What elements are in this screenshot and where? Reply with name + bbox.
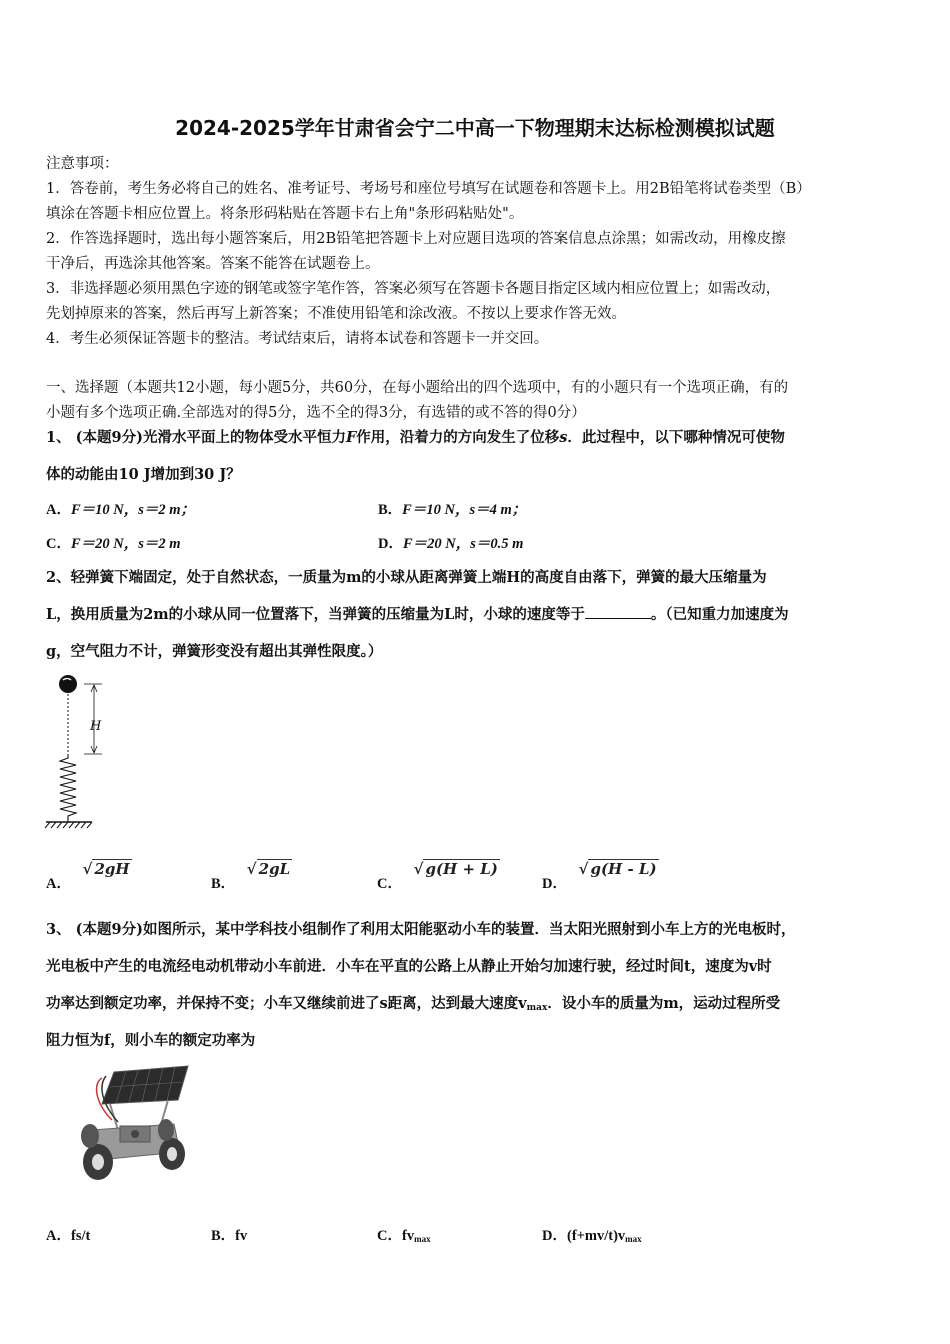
q3-option-b[interactable]: B．fv <box>211 1228 248 1244</box>
page-title: 2024-2025学年甘肃省会宁二中高一下物理期末达标检测模拟试题 <box>175 116 775 140</box>
q3-stem-line3 <box>46 992 780 1013</box>
section-heading: 一、选择题（本题共12小题，每小题5分，共60分，在每小题给出的四个选项中，有的小题只有一个选项正确，有的 <box>46 380 789 396</box>
q3-stem-line1: 3、 (本题9分)如图所示，某中学科技小组制作了利用太阳能驱动小车的装置．当太阳光照射到小车上方的光电板时， <box>46 921 796 938</box>
q2-option-d[interactable]: D． √ g(H - L) <box>542 860 657 892</box>
q2-stem-text: L，换用质量为2m的小球从同一位置落下，当弹簧的压缩量为L时，小球的速度等于 <box>46 606 585 623</box>
sqrt-expr: g(H - L) <box>590 860 657 878</box>
q2-stem-line3: g，空气阻力不计，弹簧形变没有超出其弹性限度。） <box>46 643 383 660</box>
q3-option-c[interactable]: C．$fv_{max}$ <box>377 1228 431 1244</box>
notice-line: 干净后，再选涂其他答案。答案不能答在试题卷上。 <box>46 256 380 272</box>
sqrt-expr: 2gH <box>94 860 130 878</box>
q2-option-a[interactable]: A． √ 2gH <box>46 860 130 892</box>
q3-subscript: max <box>526 1003 548 1013</box>
q1-stem-text: ．此过程中，以下哪种情况可使物 <box>567 429 785 446</box>
notice-heading: 注意事项： <box>46 156 119 172</box>
q1-var-s: s <box>559 429 568 446</box>
q3-stem-text: ．设小车的质量为m，运动过程所受 <box>547 995 781 1012</box>
section-heading: 小题有多个选项正确.全部选对的得5分，选不全的得3分，有选错的或不答的得0分） <box>46 405 586 421</box>
wheel-icon <box>158 1119 174 1141</box>
spring-figure <box>44 672 114 832</box>
q1-stem-line2: 体的动能由10 J增加到30 J？ <box>46 466 241 483</box>
q1-option-d[interactable]: D．F＝20 N，s＝0.5 m <box>378 536 524 552</box>
sqrt-expr: g(H + L) <box>425 860 498 878</box>
q1-stem-text: 1、 (本题9分)光滑水平面上的物体受水平恒力 <box>46 429 346 446</box>
q1-stem-text: 作用，沿着力的方向发生了位移 <box>356 429 560 446</box>
q2-option-c[interactable]: C． √ g(H + L) <box>377 860 498 892</box>
q3-stem-line4: 阻力恒为f，则小车的额定功率为 <box>46 1032 256 1049</box>
notice-line: 4．考生必须保证答题卡的整洁。考试结束后，请将本试卷和答题卡一并交回。 <box>46 331 549 347</box>
ball-icon <box>59 675 77 693</box>
notice-line: 2．作答选择题时，选出每小题答案后，用2B铅笔把答题卡上对应题目选项的答案信息点涂黑；如需改动，用橡皮擦 <box>46 231 786 247</box>
q2-stem-text: 。（已知重力加速度为 <box>650 606 789 623</box>
sqrt-expr: 2gL <box>258 860 291 878</box>
notice-line: 1．答卷前，考生务必将自己的姓名、准考证号、考场号和座位号填写在试题卷和答题卡上。用2B铅笔将试卷类型（B） <box>46 181 811 197</box>
q3-stem-line2: 光电板中产生的电流经电动机带动小车前进．小车在平直的公路上从静止开始匀加速行驶，经过时间t，速度为v时 <box>46 958 772 975</box>
q1-stem-line1 <box>46 426 785 447</box>
q2-stem-line2 <box>46 603 789 624</box>
notice-line: 填涂在答题卡相应位置上。将条形码粘贴在答题卡右上角"条形码粘贴处"。 <box>46 206 524 222</box>
q2-option-b[interactable]: B． √ 2gL <box>211 860 291 892</box>
solar-car-figure <box>72 1064 194 1188</box>
wheel-icon <box>81 1124 99 1148</box>
q3-option-d[interactable]: D．$(f+mv/t)v_{max}$ <box>542 1228 642 1244</box>
solar-panel-icon <box>102 1066 188 1104</box>
notice-line: 先划掉原来的答案，然后再写上新答案；不准使用铅笔和涂改液。不按以上要求作答无效。 <box>46 306 626 322</box>
q3-option-a[interactable]: A．fs/t <box>46 1228 91 1244</box>
height-label: H <box>90 719 102 734</box>
q1-option-a[interactable]: A．F＝10 N，s＝2 m； <box>46 502 196 518</box>
q1-option-b[interactable]: B．F＝10 N，s＝4 m； <box>378 502 527 518</box>
spring-icon <box>60 754 76 822</box>
notice-line: 3．非选择题必须用黑色字迹的钢笔或签字笔作答，答案必须写在答题卡各题目指定区域内相应位置上；如需改动， <box>46 281 781 297</box>
q3-stem-text: 功率达到额定功率，并保持不变；小车又继续前进了s距离，达到最大速度v <box>46 995 527 1012</box>
q1-var-f: F <box>345 429 357 446</box>
answer-blank[interactable] <box>585 606 651 619</box>
q1-option-c[interactable]: C．F＝20 N，s＝2 m <box>46 536 181 552</box>
q2-stem-line1: 2、轻弹簧下端固定，处于自然状态，一质量为m的小球从距离弹簧上端H的高度自由落下，弹簧的最大压缩量为 <box>46 569 767 586</box>
